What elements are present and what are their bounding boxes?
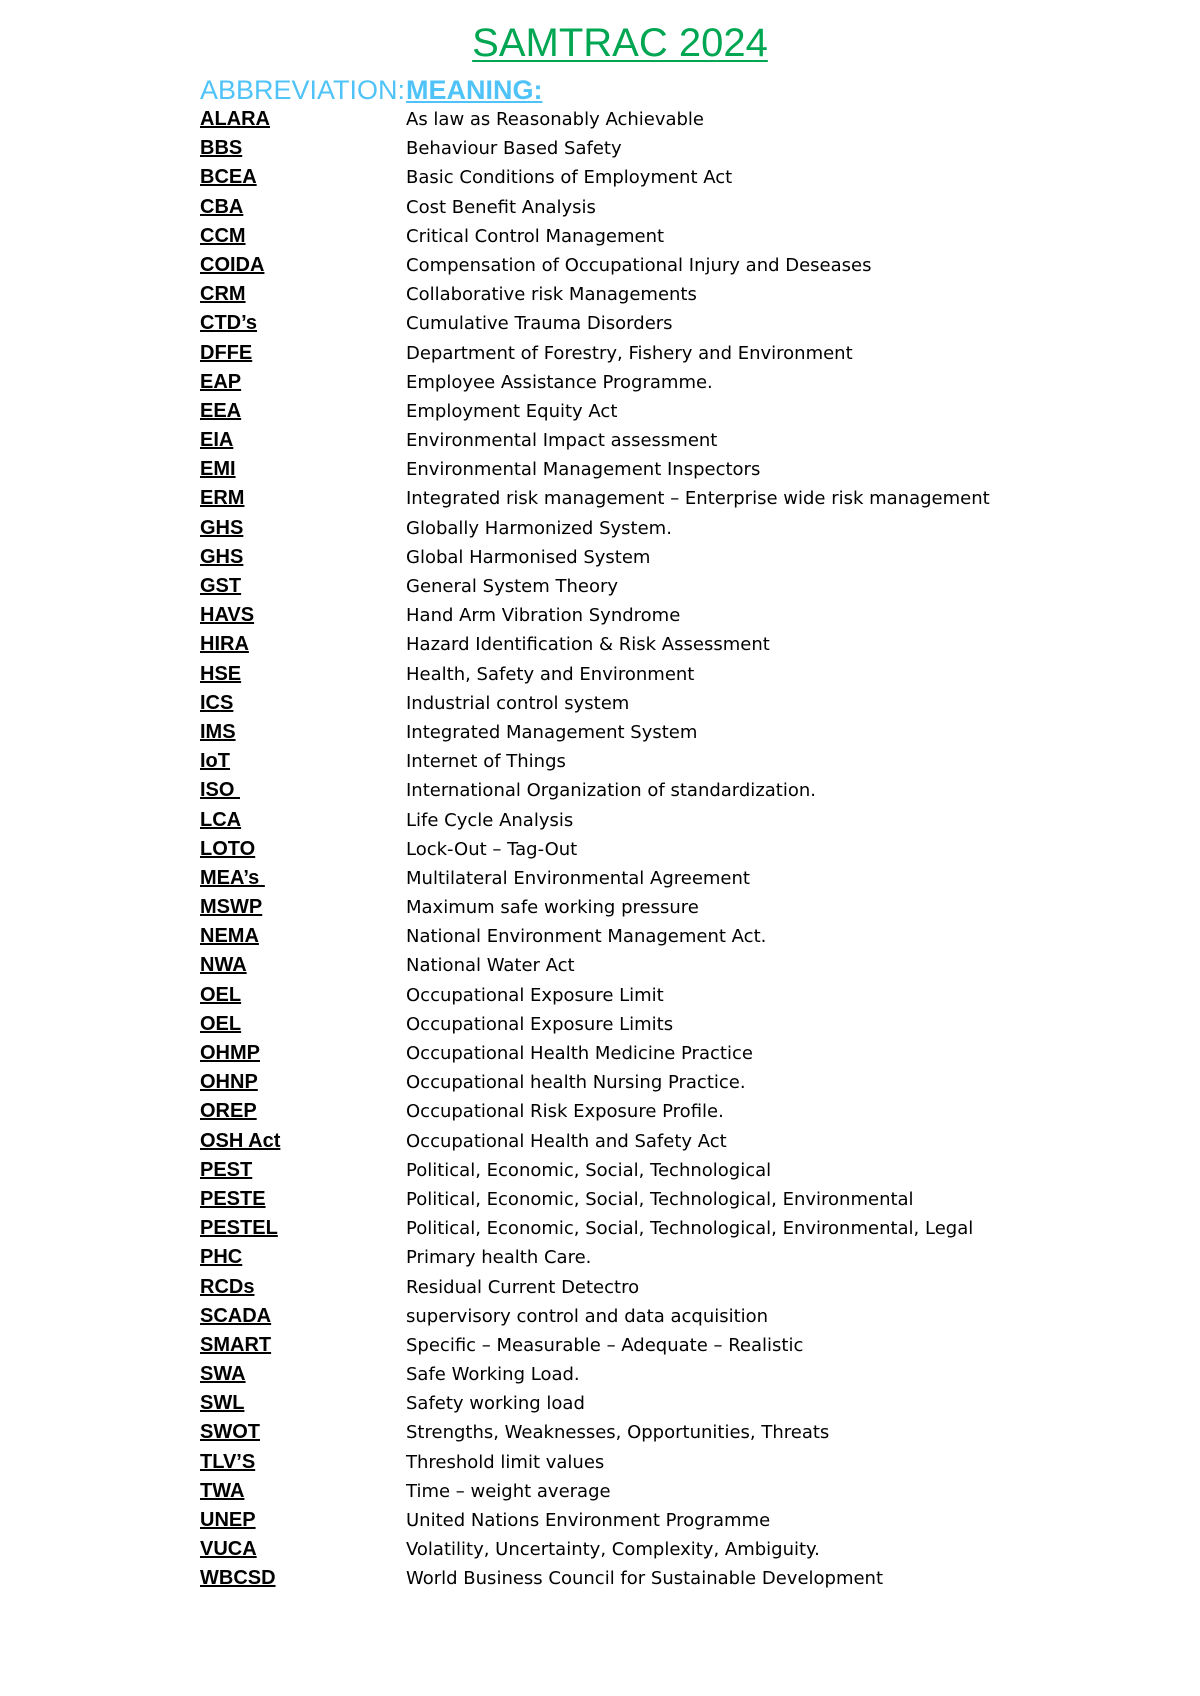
list-item <box>200 981 1100 1010</box>
abbreviation: SWA <box>200 1363 246 1386</box>
abbreviation: BCEA <box>200 166 257 189</box>
list-item <box>200 514 1100 543</box>
list-item <box>200 1506 1100 1535</box>
list-item <box>200 222 1100 251</box>
abbreviation: GST <box>200 575 242 597</box>
meaning: Internet of Things <box>406 751 566 773</box>
meaning: International Organization of standardization. <box>406 780 816 802</box>
list-item <box>200 776 1100 805</box>
list-item <box>200 1418 1100 1447</box>
meaning: Specific – Measurable – Adequate – Realistic <box>406 1334 804 1356</box>
meaning: World Business Council for Sustainable Development <box>406 1568 884 1590</box>
abbreviation: GHS <box>200 516 244 539</box>
abbreviation: EMI <box>200 458 236 481</box>
meaning: Integrated Management System <box>406 721 698 743</box>
meaning: Residual Current Detectro <box>406 1276 640 1298</box>
meaning: Life Cycle Analysis <box>406 809 574 831</box>
meaning: Employment Equity Act <box>406 400 618 422</box>
list-item <box>200 1243 1100 1272</box>
abbreviation: RCDs <box>200 1275 255 1298</box>
abbreviation: OHMP <box>200 1042 260 1064</box>
abbreviation: SCADA <box>200 1304 272 1327</box>
list-item <box>200 1214 1100 1243</box>
meaning-column-header: MEANING: <box>406 75 543 105</box>
meaning: Occupational Risk Exposure Profile. <box>406 1101 724 1123</box>
abbreviation-list <box>200 105 1100 1594</box>
meaning: Hand Arm Vibration Syndrome <box>406 605 681 627</box>
list-item <box>200 1010 1100 1039</box>
abbreviation: PESTEL <box>200 1217 278 1240</box>
meaning: General System Theory <box>406 576 619 597</box>
list-item <box>200 1097 1100 1126</box>
abbreviation: ERM <box>200 487 245 510</box>
abbreviation: DFFE <box>200 341 253 364</box>
meaning: Cumulative Trauma Disorders <box>406 313 673 335</box>
meaning: Environmental Management Inspectors <box>406 459 761 481</box>
list-item <box>200 835 1100 864</box>
abbreviation: NEMA <box>200 925 259 948</box>
abbreviation: ISO <box>200 779 241 802</box>
abbreviation-column-header: ABBREVIATION: <box>200 75 406 105</box>
abbreviation: EIA <box>200 429 234 452</box>
column-header-row <box>200 72 1100 108</box>
abbreviation: OREP <box>200 1100 257 1123</box>
abbreviation: LCA <box>200 808 242 831</box>
list-item <box>200 105 1100 134</box>
list-item <box>200 601 1100 630</box>
list-item <box>200 368 1100 397</box>
list-item <box>200 572 1100 601</box>
list-item <box>200 339 1100 368</box>
meaning: Occupational Health and Safety Act <box>406 1130 727 1152</box>
abbreviation: MSWP <box>200 896 263 919</box>
meaning: Cost Benefit Analysis <box>406 196 596 218</box>
meaning: Safe Working Load. <box>406 1364 580 1386</box>
list-item <box>200 1564 1100 1593</box>
meaning: Globally Harmonized System. <box>406 517 672 539</box>
abbreviation: HAVS <box>200 604 255 627</box>
abbreviation: PEST <box>200 1158 253 1181</box>
meaning: Time – weight average <box>406 1480 611 1502</box>
list-item <box>200 309 1100 338</box>
list-item <box>200 543 1100 572</box>
meaning: As law as Reasonably Achievable <box>406 109 705 130</box>
list-item <box>200 1331 1100 1360</box>
list-item <box>200 251 1100 280</box>
meaning: Behaviour Based Safety <box>406 138 622 160</box>
abbreviation: LOTO <box>200 837 256 860</box>
meaning: Occupational Health Medicine Practice <box>406 1043 753 1064</box>
meaning: Global Harmonised System <box>406 546 651 568</box>
abbreviation: HSE <box>200 662 242 685</box>
abbreviation: IMS <box>200 720 236 743</box>
meaning: National Environment Management Act. <box>406 926 767 948</box>
abbreviation: NWA <box>200 954 247 977</box>
meaning: Lock-Out – Tag-Out <box>406 838 578 860</box>
list-item <box>200 630 1100 659</box>
abbreviation: COIDA <box>200 253 265 276</box>
meaning: Health, Safety and Environment <box>406 663 695 685</box>
list-item <box>200 455 1100 484</box>
list-item <box>200 1156 1100 1185</box>
list-item <box>200 893 1100 922</box>
abbreviation: EAP <box>200 370 242 393</box>
abbreviation: SWL <box>200 1392 245 1415</box>
abbreviation: VUCA <box>200 1538 257 1561</box>
meaning: Collaborative risk Managements <box>406 284 697 306</box>
meaning: Volatility, Uncertainty, Complexity, Ambiguity. <box>406 1539 820 1561</box>
meaning: Safety working load <box>406 1393 585 1415</box>
abbreviation: EEA <box>200 399 242 422</box>
list-item <box>200 163 1100 192</box>
abbreviation: SWOT <box>200 1421 260 1444</box>
list-item <box>200 134 1100 163</box>
list-item <box>200 660 1100 689</box>
list-item <box>200 689 1100 718</box>
meaning: Basic Conditions of Employment Act <box>406 167 733 189</box>
meaning: Occupational Exposure Limits <box>406 1013 674 1035</box>
list-item <box>200 922 1100 951</box>
abbreviation: OEL <box>200 1012 242 1035</box>
meaning: Critical Control Management <box>406 225 665 247</box>
abbreviation: WBCSD <box>200 1567 276 1590</box>
meaning: Department of Forestry, Fishery and Environment <box>406 342 853 364</box>
abbreviation: OEL <box>200 983 242 1006</box>
abbreviation: HIRA <box>200 633 249 656</box>
abbreviation: ICS <box>200 691 234 714</box>
meaning: Employee Assistance Programme. <box>406 371 713 393</box>
abbreviation: CBA <box>200 195 244 218</box>
meaning: Threshold limit values <box>406 1451 605 1473</box>
abbreviation: TLV’S <box>200 1450 256 1473</box>
list-item <box>200 1068 1100 1097</box>
meaning: Hazard Identification & Risk Assessment <box>406 634 770 656</box>
meaning: Political, Economic, Social, Technological, Environmental, Legal <box>406 1218 974 1240</box>
abbreviation: CTD’s <box>200 312 258 335</box>
meaning: Maximum safe working pressure <box>406 897 699 919</box>
list-item <box>200 1360 1100 1389</box>
list-item <box>200 1389 1100 1418</box>
list-item <box>200 397 1100 426</box>
meaning: supervisory control and data acquisition <box>406 1305 769 1327</box>
list-item <box>200 280 1100 309</box>
list-item <box>200 1302 1100 1331</box>
page-title: SAMTRAC 2024 <box>472 21 768 65</box>
list-item <box>200 426 1100 455</box>
abbreviation: OHNP <box>200 1071 258 1094</box>
meaning: Strengths, Weaknesses, Opportunities, Threats <box>406 1422 830 1444</box>
list-item <box>200 1448 1100 1477</box>
list-item <box>200 1273 1100 1302</box>
meaning: Political, Economic, Social, Technological, Environmental <box>406 1188 914 1210</box>
abbreviation: PESTE <box>200 1187 266 1210</box>
list-item <box>200 1039 1100 1068</box>
meaning: National Water Act <box>406 955 575 977</box>
list-item <box>200 806 1100 835</box>
list-item <box>200 484 1100 513</box>
meaning: Primary health Care. <box>406 1247 592 1269</box>
list-item <box>200 1185 1100 1214</box>
abbreviation: UNEP <box>200 1509 256 1531</box>
meaning: Multilateral Environmental Agreement <box>406 867 750 889</box>
abbreviation: BBS <box>200 137 243 160</box>
list-item <box>200 864 1100 893</box>
abbreviation: CRM <box>200 283 246 306</box>
abbreviation: ALARA <box>200 108 270 130</box>
list-item <box>200 951 1100 980</box>
meaning: Political, Economic, Social, Technological <box>406 1159 772 1181</box>
list-item <box>200 193 1100 222</box>
list-item <box>200 718 1100 747</box>
meaning: Integrated risk management – Enterprise wide risk management <box>406 488 990 510</box>
abbreviation: TWA <box>200 1479 245 1502</box>
abbreviation: GHS <box>200 545 244 568</box>
abbreviation: MEA’s <box>200 866 265 889</box>
meaning: Industrial control system <box>406 692 630 714</box>
meaning: United Nations Environment Programme <box>406 1510 771 1531</box>
abbreviation: CCM <box>200 224 246 247</box>
abbreviation: PHC <box>200 1246 243 1269</box>
list-item <box>200 1477 1100 1506</box>
list-item <box>200 1535 1100 1564</box>
meaning: Compensation of Occupational Injury and Deseases <box>406 254 872 276</box>
abbreviation: OSH Act <box>200 1129 281 1152</box>
meaning: Occupational Exposure Limit <box>406 984 664 1006</box>
meaning: Environmental Impact assessment <box>406 430 718 452</box>
list-item <box>200 747 1100 776</box>
abbreviation: SMART <box>200 1333 272 1356</box>
meaning: Occupational health Nursing Practice. <box>406 1072 746 1094</box>
abbreviation: IoT <box>200 750 230 773</box>
list-item <box>200 1127 1100 1156</box>
